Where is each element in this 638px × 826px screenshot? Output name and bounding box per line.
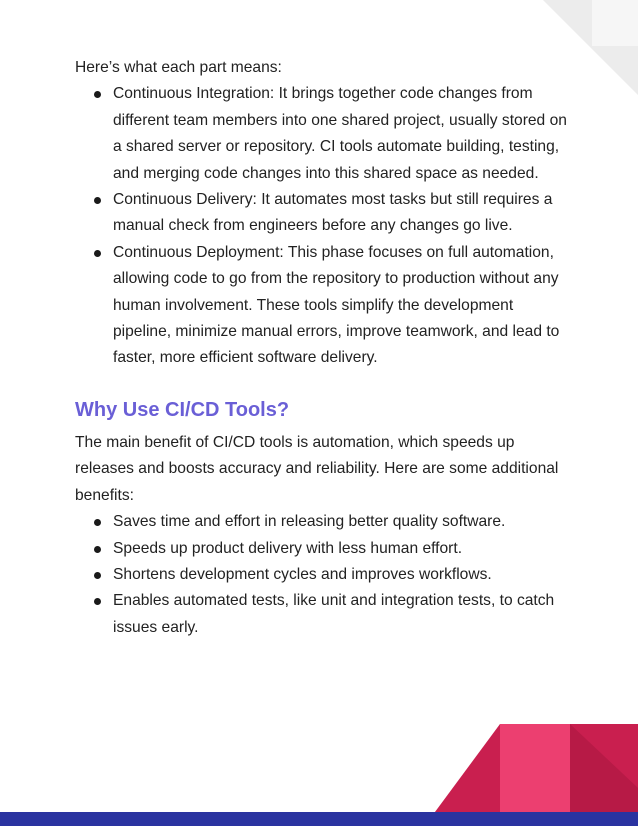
list-item-text: Continuous Delivery: It automates most tasks but still requires a manual check from engineers before any changes go live. — [113, 191, 553, 235]
benefits-list — [75, 509, 575, 641]
list-item — [75, 536, 575, 562]
list-item-text: Continuous Deployment: This phase focuses on full automation, allowing code to go from the repository to production without any human involvement. These tools simplify the development pipeline, minimize manual errors, improve teamwork, and lead to faster, more efficient software delivery. — [113, 243, 560, 367]
corner-square-decoration — [592, 0, 638, 46]
list-item — [75, 240, 575, 372]
list-item-text: Saves time and effort in releasing better quality software. — [113, 513, 506, 531]
bullet-icon — [94, 250, 101, 257]
bullet-icon — [94, 598, 101, 605]
bullet-icon — [94, 572, 101, 579]
list-item-text: Speeds up product delivery with less human effort. — [113, 539, 463, 557]
bullet-icon — [94, 91, 101, 98]
footer-crimson-triangle — [432, 724, 500, 816]
list-item — [75, 562, 575, 588]
footer-bar — [0, 812, 638, 826]
footer-pink-block — [500, 724, 570, 816]
parts-list — [75, 81, 575, 371]
bullet-icon — [94, 197, 101, 204]
list-item — [75, 187, 575, 240]
footer-shade-triangle — [570, 724, 638, 816]
footer-crimson-block — [570, 724, 638, 816]
list-item-text: Enables automated tests, like unit and integration tests, to catch issues early. — [113, 592, 555, 636]
footer-decoration — [0, 706, 638, 826]
section-paragraph: The main benefit of CI/CD tools is automation, which speeds up releases and boosts accuracy and reliability. Here are some additional benefits: — [75, 433, 559, 504]
list-item-text: Continuous Integration: It brings together code changes from different team members into one shared project, usually stored on a shared server or repository. CI tools automate building, testing, and merging code changes into this shared space as needed. — [113, 85, 567, 182]
document-body — [75, 55, 575, 641]
list-item — [75, 509, 575, 535]
bullet-icon — [94, 546, 101, 553]
list-item-text: Shortens development cycles and improves workflows. — [113, 565, 492, 583]
section-heading: Why Use CI/CD Tools? — [75, 398, 290, 421]
bullet-icon — [94, 519, 101, 526]
list-item — [75, 81, 575, 187]
list-item — [75, 588, 575, 641]
intro-text: Here’s what each part means: — [75, 59, 282, 76]
